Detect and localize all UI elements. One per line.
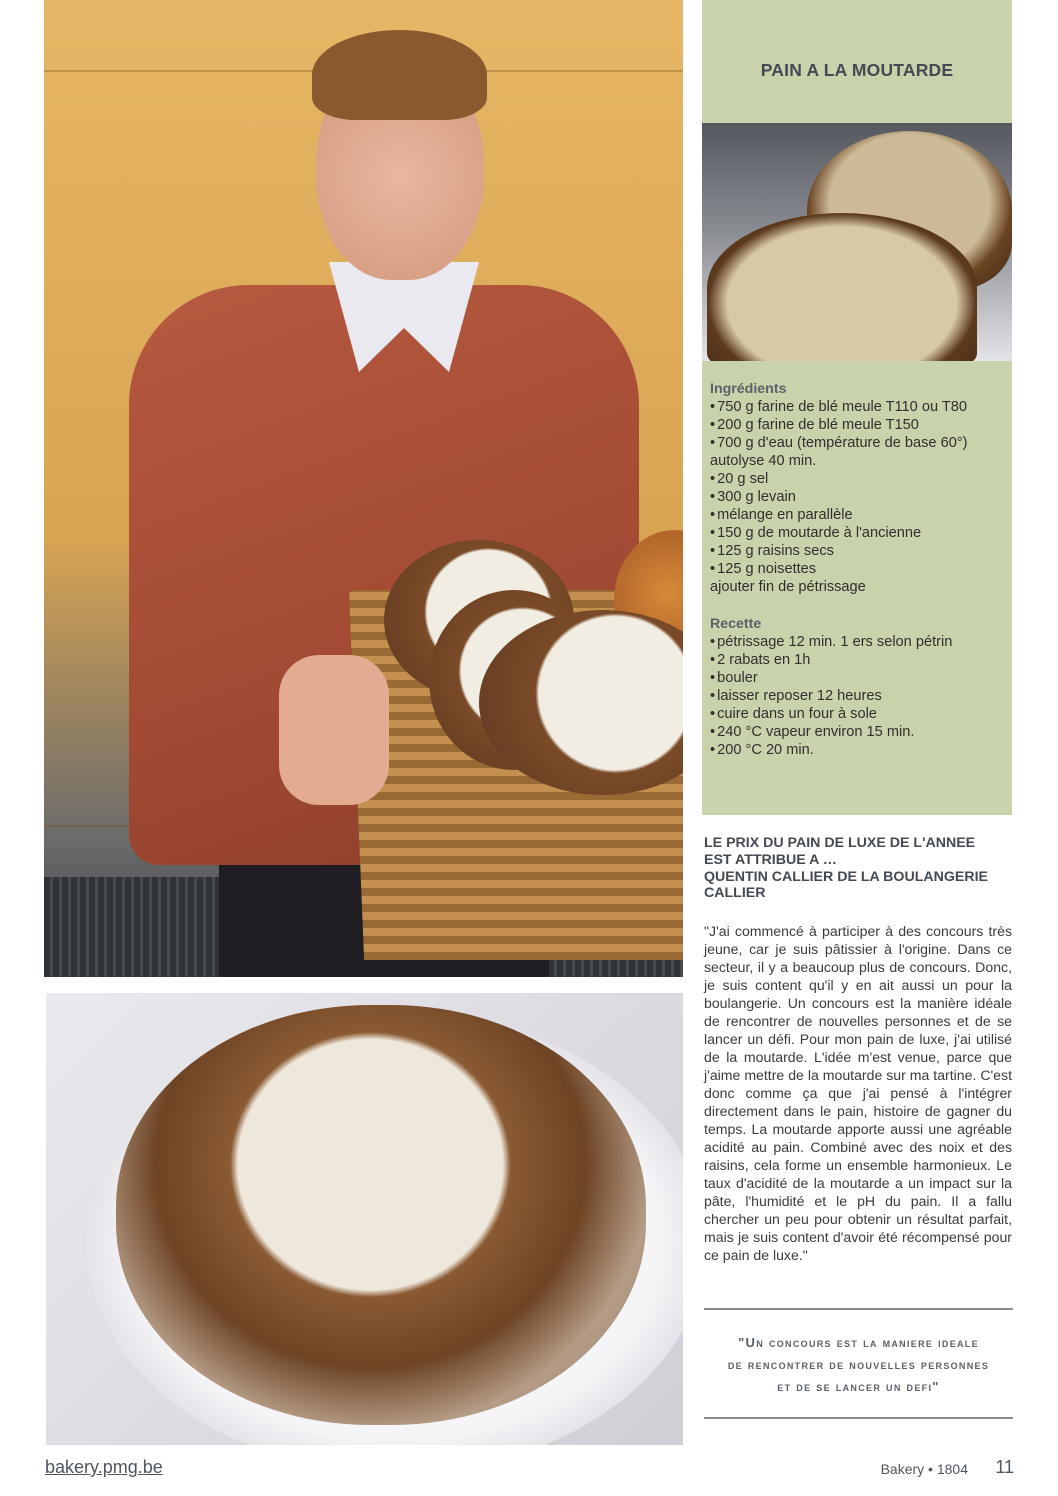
page-number: 11 bbox=[995, 1457, 1014, 1477]
recipe-steps-heading: Recette bbox=[710, 616, 762, 632]
ingredients-section bbox=[710, 380, 1010, 596]
sliced-bread-photo bbox=[702, 123, 1012, 361]
pull-quote bbox=[704, 1332, 1013, 1398]
headline-line: EST ATTRIBUE A … bbox=[704, 851, 837, 868]
quote-divider-top bbox=[704, 1308, 1013, 1310]
bread-loaf-photo bbox=[46, 993, 683, 1445]
recipe-step: • pétrissage 12 min. 1 ers selon pétrin bbox=[710, 633, 1010, 651]
pull-quote-line: "Un concours est la maniere ideale bbox=[738, 1335, 979, 1350]
pull-quote-line: et de se lancer un defi" bbox=[777, 1379, 940, 1394]
headline-line: QUENTIN CALLIER DE LA BOULANGERIE bbox=[704, 868, 989, 885]
headline-line: LE PRIX DU PAIN DE LUXE DE L'ANNEE bbox=[704, 835, 976, 851]
ingredient-item: ajouter fin de pétrissage bbox=[710, 579, 866, 595]
footer-issue: Bakery • 1804 bbox=[880, 1461, 968, 1477]
ingredient-item: • 700 g d'eau (température de base 60°) bbox=[710, 434, 1010, 452]
ingredients-heading: Ingrédients bbox=[710, 381, 787, 397]
recipe-step: • cuire dans un four à sole bbox=[710, 705, 1010, 723]
recipe-steps-list bbox=[710, 633, 1010, 759]
recipe-title: PAIN A LA MOUTARDE bbox=[760, 60, 954, 80]
recipe-steps-section bbox=[710, 615, 1010, 759]
ingredient-item: • 125 g noisettes bbox=[710, 560, 1010, 578]
article-headline bbox=[704, 835, 1004, 902]
recipe-step: • bouler bbox=[710, 669, 1010, 687]
article-body: "J'ai commencé à participer à des concours très jeune, car je suis pâtissier à l'origine. Dans ce secteur, il y a beaucoup plus de concours. Donc, je suis content qu'il y en ait aussi un pour la boulangerie. Un concours est la manière idéale de rencontrer de nouvelles personnes et de se lancer un défi. Pour mon pain de luxe, j'ai utilisé de la moutarde. L'idée m'est venue, parce que j'aime mettre de la moutarde sur ma tartine. C'est donc comme ça que j'ai pensé à l'intégrer directement dans le pain, histoire de gagner du temps. La moutarde apporte aussi une agréable acidité au pain. Combiné avec des noix et des raisins, cela forme un ensemble harmonieux. Le taux d'acidité de la moutarde a un impact sur la pâte, l'humidité et le pH du pain. Il a fallu chercher un peu pour obtenir un résultat parfait, mais je suis content d'avoir été récompensé pour ce pain de luxe." bbox=[704, 923, 1012, 1263]
ingredient-item: autolyse 40 min. bbox=[710, 453, 817, 469]
footer-website-link[interactable]: bakery.pmg.be bbox=[45, 1457, 163, 1477]
headline-line: CALLIER bbox=[704, 885, 766, 902]
ingredient-item: • 750 g farine de blé meule T110 ou T80 bbox=[710, 398, 1010, 416]
recipe-step: • 200 °C 20 min. bbox=[710, 741, 1010, 759]
recipe-step: • 2 rabats en 1h bbox=[710, 651, 1010, 669]
ingredient-item: • mélange en parallèle bbox=[710, 506, 1010, 524]
recipe-step: • laisser reposer 12 heures bbox=[710, 687, 1010, 705]
ingredient-item: • 150 g de moutarde à l'ancienne bbox=[710, 524, 1010, 542]
recipe-step: • 240 °C vapeur environ 15 min. bbox=[710, 723, 1010, 741]
baker-photo bbox=[44, 0, 683, 977]
quote-divider-bottom bbox=[704, 1417, 1013, 1419]
ingredient-item: • 20 g sel bbox=[710, 470, 1010, 488]
ingredient-item: • 125 g raisins secs bbox=[710, 542, 1010, 560]
ingredient-item: • 200 g farine de blé meule T150 bbox=[710, 416, 1010, 434]
pull-quote-line: de rencontrer de nouvelles personnes bbox=[727, 1357, 990, 1372]
ingredient-item: • 300 g levain bbox=[710, 488, 1010, 506]
ingredients-list bbox=[710, 398, 1010, 596]
